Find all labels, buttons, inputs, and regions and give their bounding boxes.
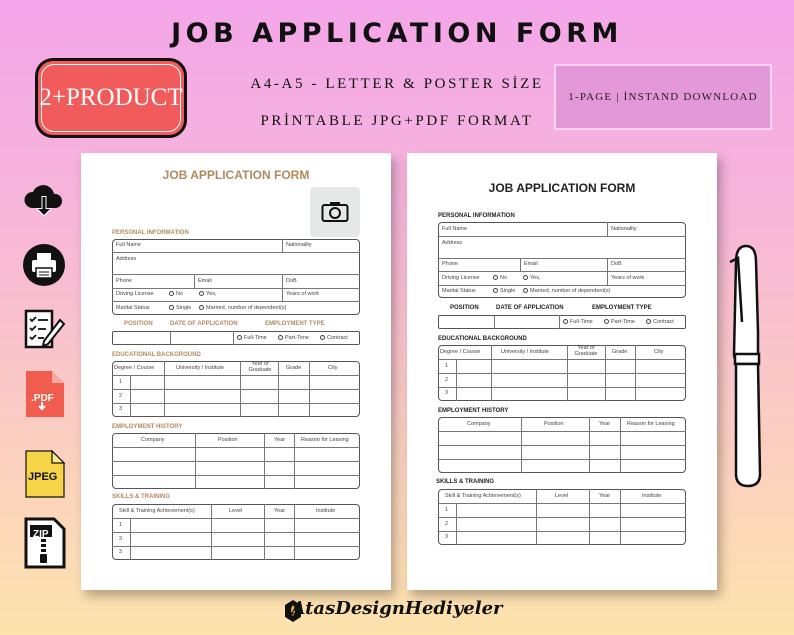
edu-col-university: University / Institute bbox=[501, 349, 549, 355]
section-employment: EMPLOYMENT HISTORY bbox=[438, 408, 509, 414]
edu-col-year: Year of Graduate bbox=[248, 361, 272, 373]
license-label: Driving License bbox=[442, 275, 480, 281]
skill-row-1: 1 bbox=[445, 507, 449, 513]
format-subtitle: PRİNTABLE JPG+PDF FORMAT bbox=[260, 113, 534, 129]
license-no-radio[interactable]: No bbox=[493, 275, 507, 281]
skill-row-2: 2 bbox=[119, 536, 123, 542]
marker-pen-icon bbox=[724, 242, 774, 490]
emp-col-reason: Reason for Leaving bbox=[627, 421, 675, 427]
years-work-label: Years of work bbox=[611, 275, 645, 281]
license-yes-radio[interactable]: Yes, bbox=[523, 275, 541, 281]
phone-label: Phone bbox=[116, 278, 132, 284]
edu-row-1: 1 bbox=[445, 363, 449, 369]
nationality-label: Nationality bbox=[611, 226, 637, 232]
personal-box bbox=[438, 222, 686, 298]
emp-col-reason: Reason for Leaving bbox=[301, 437, 349, 443]
edu-col-university: University / Institute bbox=[176, 365, 224, 371]
form-title: JOB APPLICATION FORM bbox=[488, 181, 636, 195]
section-skills: SKILLS & TRAINING bbox=[436, 479, 494, 485]
skill-col-institute: Institute bbox=[642, 493, 662, 499]
phone-label: Phone bbox=[442, 261, 458, 267]
skill-col-level: Level bbox=[555, 493, 569, 499]
product-count-badge: 2+PRODUCT bbox=[35, 58, 187, 138]
emp-col-year: Year bbox=[599, 421, 611, 427]
married-radio[interactable]: Married, number of dependent(s) bbox=[199, 305, 286, 311]
section-employment: EMPLOYMENT HISTORY bbox=[112, 424, 183, 430]
cloud-download-icon bbox=[22, 178, 66, 222]
skill-col-year: Year bbox=[274, 508, 286, 514]
single-radio[interactable]: Single bbox=[169, 305, 191, 311]
skill-row-2: 2 bbox=[445, 521, 449, 527]
edu-row-2: 2 bbox=[445, 377, 449, 383]
emp-col-company: Company bbox=[141, 437, 165, 443]
brand-name: AtasDesignHediyeler bbox=[291, 598, 503, 619]
position-heading: POSITION bbox=[124, 321, 153, 327]
page-title: JOB APPLICATION FORM bbox=[171, 18, 623, 49]
download-banner: 1-PAGE | İNSTAND DOWNLOAD bbox=[556, 66, 770, 128]
section-skills: SKILLS & TRAINING bbox=[112, 494, 170, 500]
emp-col-year: Year bbox=[274, 437, 286, 443]
section-personal: PERSONAL INFORMATION bbox=[112, 230, 189, 236]
skill-row-1: 1 bbox=[119, 522, 123, 528]
edu-col-city: City bbox=[328, 365, 338, 371]
edu-col-degree: Degree / Course bbox=[114, 365, 155, 371]
date-app-heading: DATE OF APPLICATION bbox=[170, 321, 238, 327]
camera-icon bbox=[310, 187, 360, 237]
dob-label: DoB bbox=[286, 278, 297, 284]
married-radio[interactable]: Married, number of dependent(s) bbox=[523, 288, 610, 294]
form-title: JOB APPLICATION FORM bbox=[162, 168, 310, 182]
email-label: Email bbox=[524, 261, 538, 267]
emp-col-position: Position bbox=[218, 437, 238, 443]
form-preview-a bbox=[81, 153, 391, 590]
checklist-pen-icon bbox=[22, 308, 66, 352]
emp-col-position: Position bbox=[544, 421, 564, 427]
dob-label: DoB bbox=[611, 261, 622, 267]
form-preview-b bbox=[407, 153, 717, 590]
edu-col-city: City bbox=[654, 349, 664, 355]
pdf-label: .PDF bbox=[31, 393, 54, 404]
pdf-file-icon bbox=[22, 372, 66, 416]
emp-type-heading: EMPLOYMENT TYPE bbox=[265, 321, 325, 327]
edu-col-degree: Degree / Course bbox=[440, 349, 481, 355]
edu-row-2: 2 bbox=[119, 393, 123, 399]
nationality-label: Nationality bbox=[286, 242, 312, 248]
part-time-radio[interactable]: Part-Time bbox=[278, 335, 309, 341]
skill-col-level: Level bbox=[229, 508, 243, 514]
edu-row-3: 3 bbox=[119, 406, 123, 412]
contract-radio[interactable]: Contract bbox=[320, 335, 348, 341]
marital-label: Marital Status bbox=[442, 288, 476, 294]
skill-col-achievement: Skill & Training Achievement(s) bbox=[445, 493, 521, 499]
single-radio[interactable]: Single bbox=[493, 288, 515, 294]
marital-label: Marital Status bbox=[116, 305, 150, 311]
jpeg-file-icon bbox=[22, 452, 66, 496]
edu-col-year: Year of Graduate bbox=[574, 345, 598, 357]
edu-col-grade: Grade bbox=[286, 365, 302, 371]
license-yes-radio[interactable]: Yes, bbox=[199, 291, 217, 297]
address-label: Address bbox=[442, 240, 463, 246]
edu-row-3: 3 bbox=[445, 390, 449, 396]
date-app-heading: DATE OF APPLICATION bbox=[496, 305, 564, 311]
size-subtitle: A4-A5 - LETTER & POSTER SİZE bbox=[250, 76, 544, 92]
address-label: Address bbox=[116, 256, 137, 262]
edu-row-1: 1 bbox=[119, 379, 123, 385]
license-label: Driving License bbox=[116, 291, 154, 297]
zip-file-icon bbox=[22, 521, 66, 565]
position-heading: POSITION bbox=[450, 305, 479, 311]
contract-radio[interactable]: Contract bbox=[646, 319, 674, 325]
section-personal: PERSONAL INFORMATION bbox=[438, 213, 515, 219]
years-work-label: Years of work bbox=[286, 291, 320, 297]
personal-box bbox=[112, 239, 360, 315]
full-time-radio[interactable]: Full-Time bbox=[563, 319, 593, 325]
skill-row-3: 3 bbox=[119, 549, 123, 555]
section-education: EDUCATIONAL BACKGROUND bbox=[112, 352, 201, 358]
skill-row-3: 3 bbox=[445, 534, 449, 540]
jpeg-label: JPEG bbox=[28, 471, 58, 483]
zip-label: ZIP bbox=[33, 529, 49, 540]
skill-col-achievement: Skill & Training Achievement(s) bbox=[119, 508, 195, 514]
license-no-radio[interactable]: No bbox=[169, 291, 183, 297]
printer-icon bbox=[22, 243, 66, 287]
edu-col-grade: Grade bbox=[612, 349, 628, 355]
email-label: Email bbox=[198, 278, 212, 284]
emp-col-company: Company bbox=[467, 421, 491, 427]
skill-col-institute: Institute bbox=[316, 508, 336, 514]
full-name-label: Full Name bbox=[442, 226, 468, 232]
full-time-radio[interactable]: Full-Time bbox=[237, 335, 267, 341]
emp-type-heading: EMPLOYMENT TYPE bbox=[592, 305, 652, 311]
section-education: EDUCATIONAL BACKGROUND bbox=[438, 336, 527, 342]
full-name-label: Full Name bbox=[116, 242, 142, 248]
part-time-radio[interactable]: Part-Time bbox=[604, 319, 635, 325]
skill-col-year: Year bbox=[599, 493, 611, 499]
